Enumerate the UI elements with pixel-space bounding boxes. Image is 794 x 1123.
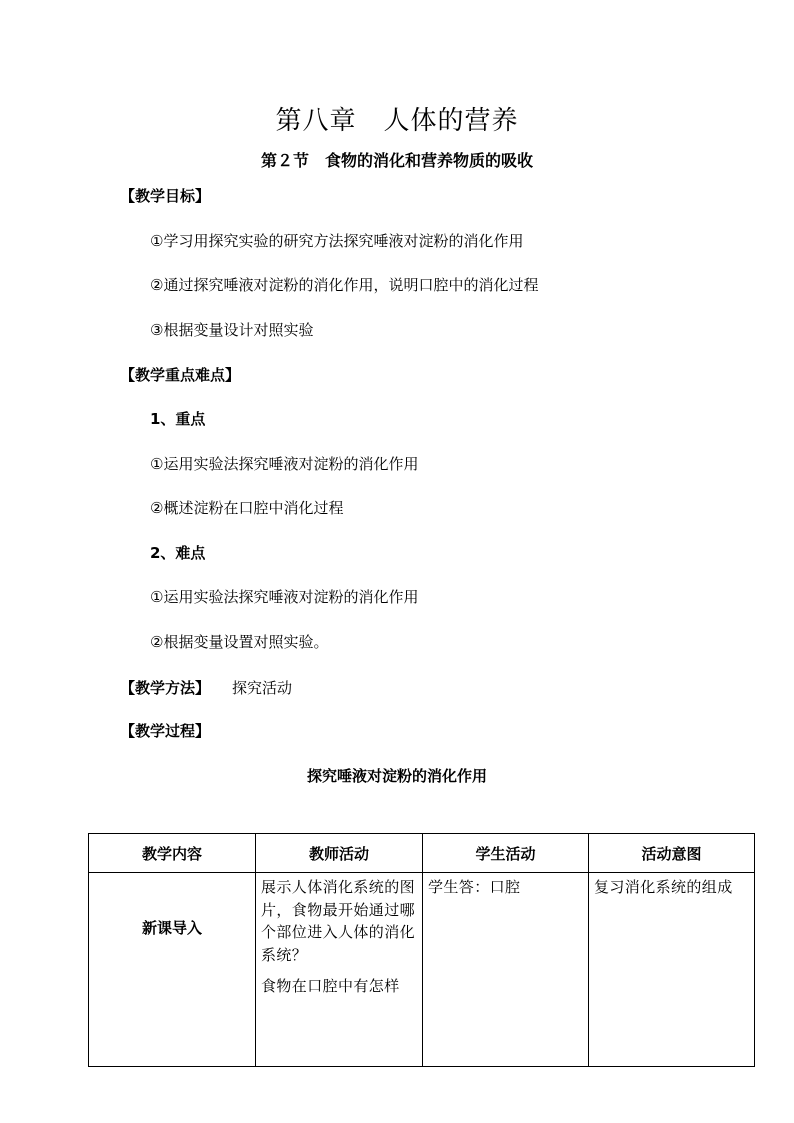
student-activity-cell: 学生答：口腔	[423, 873, 589, 1067]
table-row	[89, 873, 755, 1067]
objective-item-1: ①学习用探究实验的研究方法探究唾液对淀粉的消化作用	[150, 232, 524, 250]
column-header: 学生活动	[423, 834, 589, 873]
focus-item-2: ②概述淀粉在口腔中消化过程	[150, 499, 344, 517]
section-title: 第２节 食物的消化和营养物质的吸收	[260, 151, 533, 170]
difficulty-label: 2、难点	[150, 544, 206, 562]
method-heading: 【教学方法】	[120, 679, 211, 697]
column-header: 教学内容	[89, 834, 256, 873]
key-points-heading: 【教学重点难点】	[120, 366, 241, 384]
teacher-activity-text: 食物在口腔中有怎样	[261, 977, 400, 995]
intent-cell: 复习消化系统的组成	[589, 873, 755, 1067]
column-header: 教师活动	[256, 834, 423, 873]
chapter-title: 第八章 人体的营养	[275, 106, 519, 136]
table-title: 探究唾液对淀粉的消化作用	[306, 767, 487, 785]
objective-item-2: ②通过探究唾液对淀粉的消化作用，说明口腔中的消化过程	[150, 276, 539, 294]
objective-item-3: ③根据变量设计对照实验	[150, 321, 314, 339]
content-cell: 新课导入	[89, 873, 256, 1067]
table-header-row	[89, 834, 755, 873]
difficulty-item-2: ②根据变量设置对照实验。	[150, 633, 329, 651]
method-value: 探究活动	[232, 679, 293, 697]
lesson-table	[88, 833, 755, 1067]
focus-item-1: ①运用实验法探究唾液对淀粉的消化作用	[150, 455, 419, 473]
objectives-heading: 【教学目标】	[120, 187, 211, 205]
focus-label: 1、重点	[150, 410, 206, 428]
process-heading: 【教学过程】	[120, 722, 211, 740]
difficulty-item-1: ①运用实验法探究唾液对淀粉的消化作用	[150, 588, 419, 606]
column-header: 活动意图	[589, 834, 755, 873]
teacher-activity-cell	[256, 873, 423, 1067]
teacher-activity-text: 展示人体消化系统的图片，食物最开始通过哪个部位进入人体的消化系统？	[261, 878, 416, 964]
